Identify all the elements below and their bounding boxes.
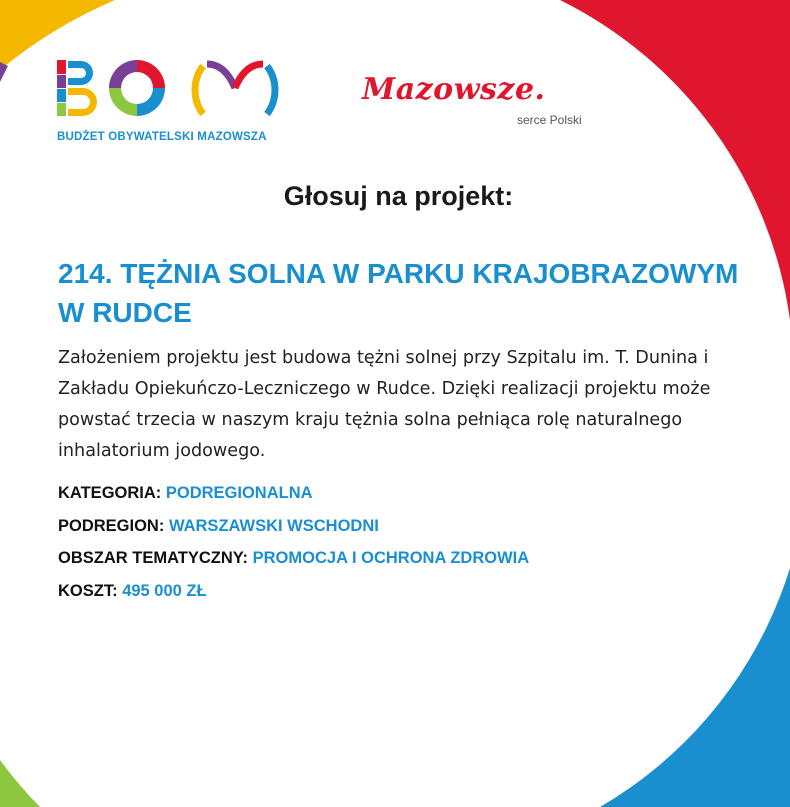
project-title: 214. TĘŻNIA SOLNA W PARKU KRAJOBRAZOWYM W RUDCE bbox=[58, 258, 739, 328]
project-description: Założeniem projektu jest budowa tężni solnej przy Szpitalu im. T. Dunina i Zakładu Opiekuńczo-Leczniczego w Rudce. Dzięki realizacji projektu może powstać trzecia w naszym kraju tężnia solna pełniąca rolę naturalnego inhalatorium jodowego. bbox=[58, 348, 711, 461]
bom-logo bbox=[55, 58, 280, 120]
detail-subregion bbox=[58, 517, 529, 550]
detail-label: KATEGORIA: bbox=[58, 484, 162, 502]
detail-label: OBSZAR TEMATYCZNY: bbox=[58, 549, 249, 567]
detail-value: PODREGIONALNA bbox=[165, 484, 313, 502]
detail-value: PROMOCJA I OCHRONA ZDROWIA bbox=[252, 549, 530, 567]
green-corner bbox=[0, 760, 40, 807]
detail-cost bbox=[58, 582, 529, 615]
bom-letter-m bbox=[195, 64, 275, 114]
mazowsze-wordmark: Mazowsze. bbox=[362, 72, 546, 107]
detail-label: KOSZT: bbox=[58, 581, 118, 600]
detail-label: PODREGION: bbox=[58, 516, 165, 535]
project-details bbox=[58, 484, 529, 614]
detail-category bbox=[58, 484, 529, 517]
purple-corner bbox=[0, 62, 8, 82]
detail-theme bbox=[58, 549, 529, 582]
vote-heading: Głosuj na projekt: bbox=[283, 181, 514, 211]
bom-letter-o bbox=[109, 60, 165, 116]
bom-caption: BUDŻET OBYWATELSKI MAZOWSZA bbox=[57, 131, 267, 143]
bom-letter-b bbox=[57, 60, 97, 116]
mazowsze-tagline: serce Polski bbox=[517, 113, 582, 127]
detail-value: WARSZAWSKI WSCHODNI bbox=[168, 516, 379, 535]
detail-value: 495 000 ZŁ bbox=[122, 581, 207, 600]
